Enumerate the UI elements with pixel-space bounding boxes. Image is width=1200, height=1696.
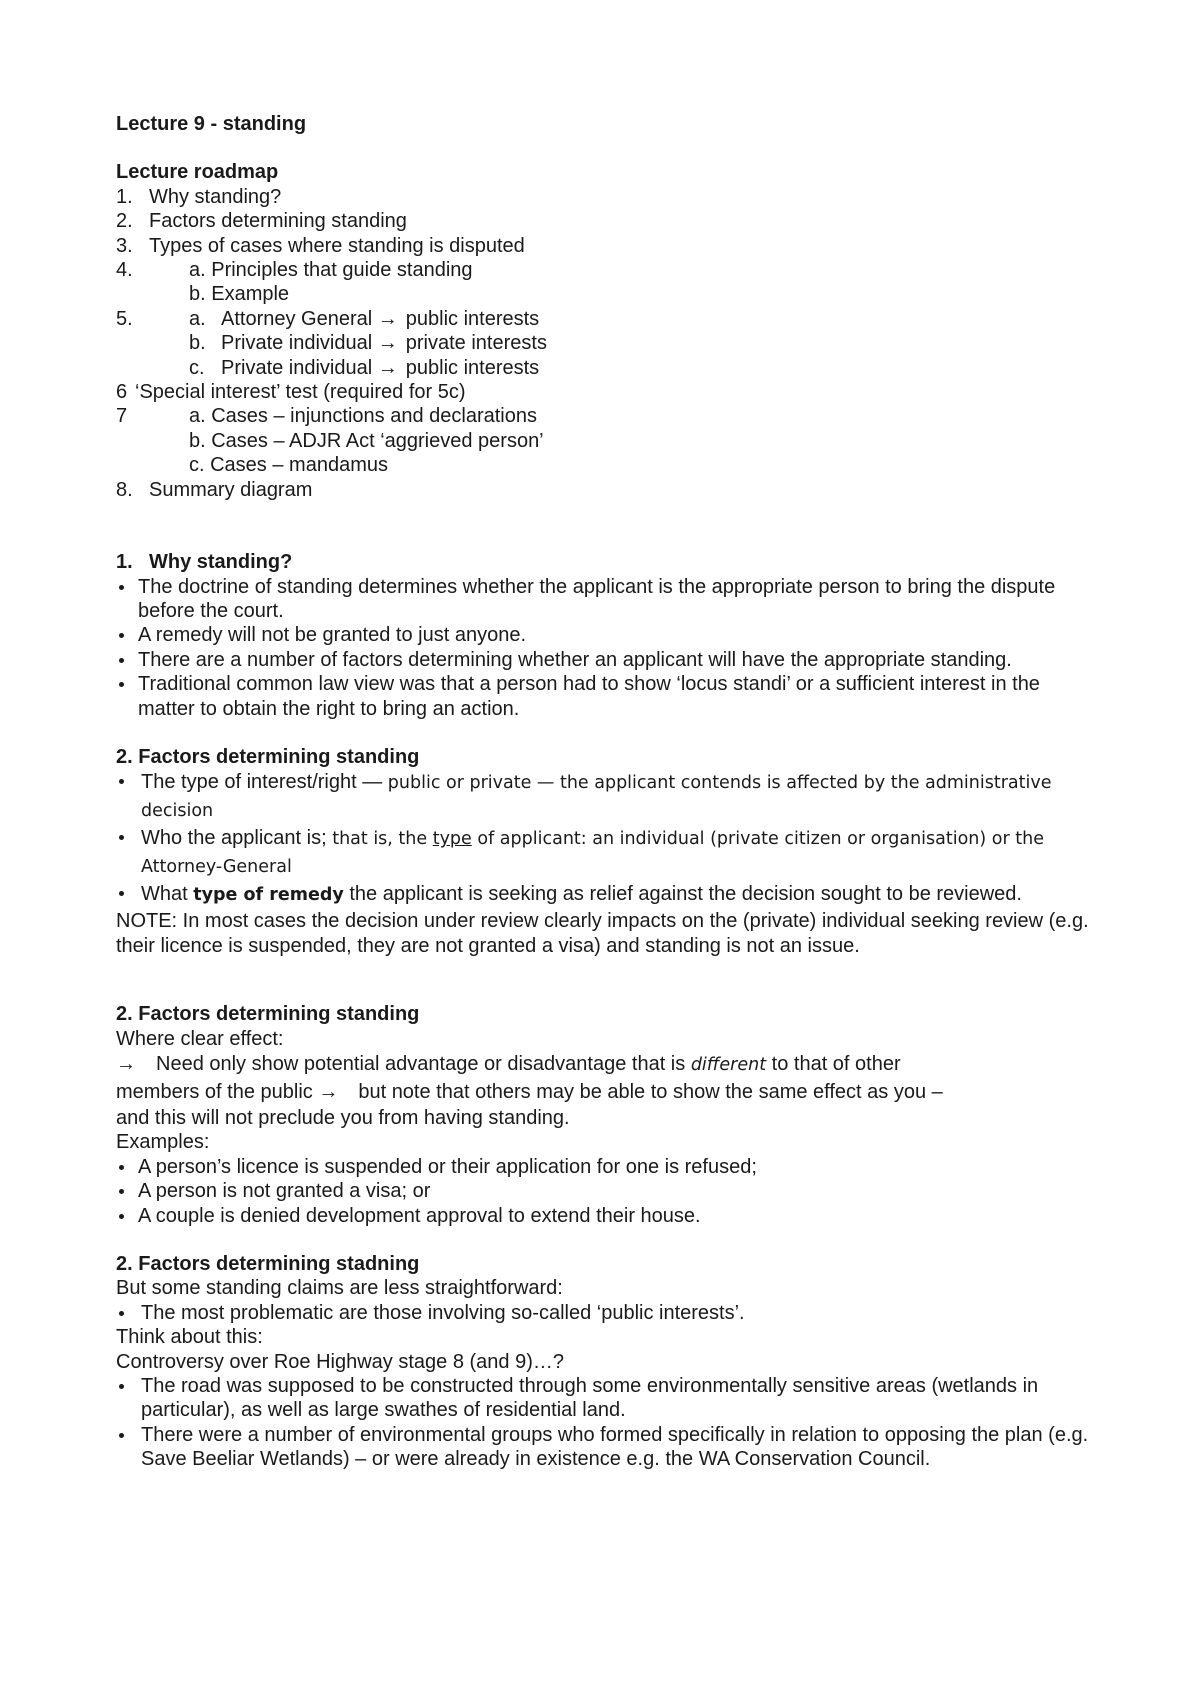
roadmap-subitem: b. Cases – ADJR Act ‘aggrieved person’	[189, 429, 544, 452]
list-item: Traditional common law view was that a person had to show ‘locus standi’ or a sufficient interest in the matter to obtain the right to bring an action.	[116, 672, 1096, 721]
bullet-list	[116, 769, 1096, 909]
list-item: There were a number of environmental groups who formed specifically in relation to opposing the plan (e.g. Save Beeliar Wetlands) – or were already in existence e.g. the WA Conservation Council.	[116, 1423, 1096, 1472]
roadmap-item: 6 ‘Special interest’ test (required for 5c)	[116, 381, 466, 404]
arrow-right-icon: →	[377, 332, 398, 355]
bullet-list	[116, 1374, 1096, 1472]
arrow-right-icon: →	[116, 1052, 136, 1075]
arrow-right-icon: →	[377, 307, 398, 330]
roadmap-heading: Lecture roadmap	[116, 161, 279, 184]
list-item: The type of interest/right — public or private — the applicant contends is affected by the administrative decision	[116, 769, 1096, 825]
list-item: A person’s licence is suspended or their application for one is refused;	[116, 1155, 1096, 1179]
paragraph: and this will not preclude you from having standing.	[116, 1106, 570, 1129]
roadmap-item: 3. Types of cases where standing is disputed	[116, 234, 525, 257]
document-title: Lecture 9 - standing	[116, 113, 307, 135]
roadmap-item: 2. Factors determining standing	[116, 210, 407, 233]
list-item: Who the applicant is; that is, the type of applicant: an individual (private citizen or organisation) or the Attorney-General	[116, 825, 1096, 881]
section-heading: 2. Factors determining standing	[116, 1003, 420, 1026]
bullet-list	[116, 575, 1096, 721]
paragraph: But some standing claims are less straightforward:	[116, 1277, 563, 1300]
section-heading: 1. Why standing?	[116, 551, 293, 574]
bullet-list	[116, 1301, 1096, 1325]
roadmap-subitem: c. Cases – mandamus	[189, 454, 388, 477]
roadmap-subitem: b. Example	[189, 283, 290, 306]
list-item: A couple is denied development approval to extend their house.	[116, 1204, 1096, 1228]
list-item: The road was supposed to be constructed through some environmentally sensitive areas (wetlands in particular), as well as large swathes of residential land.	[116, 1374, 1096, 1423]
paragraph: members of the public → but note that others may be able to show the same effect as you –	[116, 1079, 1096, 1106]
roadmap-subitem: b. Private individual → private interests	[189, 332, 547, 355]
list-item: There are a number of factors determining whether an applicant will have the appropriate standing.	[116, 648, 1096, 672]
list-item: The most problematic are those involving so-called ‘public interests’.	[116, 1301, 1096, 1325]
arrow-right-icon: →	[377, 356, 398, 379]
document-body	[116, 112, 1096, 1472]
paragraph: Controversy over Roe Highway stage 8 (and 9)…?	[116, 1350, 564, 1373]
roadmap-item: 7 a. Cases – injunctions and declarations	[116, 405, 537, 428]
paragraph: Think about this:	[116, 1326, 263, 1349]
roadmap-item: 8. Summary diagram	[116, 478, 313, 501]
note-paragraph: NOTE: In most cases the decision under review clearly impacts on the (private) individual seeking review (e.g. their licence is suspended, they are not granted a visa) and standing is not an issue.	[116, 910, 1089, 957]
roadmap-item: 4. a. Principles that guide standing	[116, 259, 473, 282]
roadmap-item: 5. a. Attorney General → public interests	[116, 307, 540, 330]
section-heading: 2. Factors determining standing	[116, 745, 420, 768]
roadmap-item: 1. Why standing?	[116, 185, 282, 208]
section-heading: 2. Factors determining stadning	[116, 1253, 420, 1275]
list-item: The doctrine of standing determines whether the applicant is the appropriate person to bring the dispute before the court.	[116, 575, 1096, 624]
bullet-list	[116, 1155, 1096, 1228]
roadmap-subitem: c. Private individual → public interests	[189, 356, 540, 379]
arrow-right-icon: →	[318, 1080, 339, 1103]
paragraph: → Need only show potential advantage or disadvantage that is different to that of other	[116, 1051, 1096, 1079]
paragraph: Examples:	[116, 1131, 210, 1154]
list-item: A remedy will not be granted to just anyone.	[116, 623, 1096, 647]
list-item: What type of remedy the applicant is seeking as relief against the decision sought to be reviewed.	[116, 881, 1096, 909]
paragraph: Where clear effect:	[116, 1027, 284, 1050]
list-item: A person is not granted a visa; or	[116, 1179, 1096, 1203]
